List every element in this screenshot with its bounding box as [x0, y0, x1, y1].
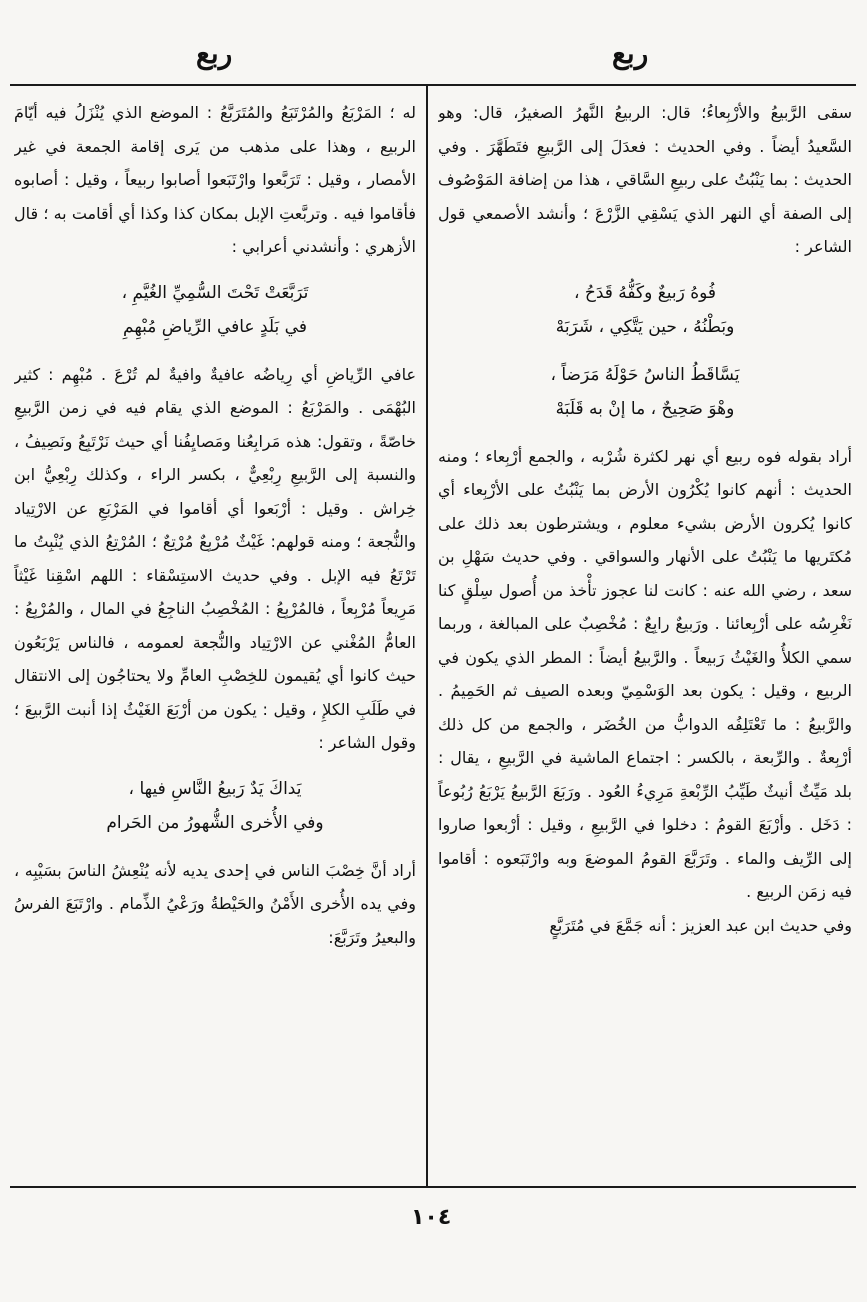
running-header-right: ربع	[612, 37, 649, 70]
verse-line: يَسَّاقَطُ الناسُ حَوْلَهُ مَرَضاً ،	[550, 364, 740, 385]
verse-line: وهْوَ صَحِيحٌ ، ما إنْ به قَلَبَهْ	[555, 398, 735, 419]
verse-line: تَرَبَّعَتْ تَحْتَ السُّمِيِّ الغُيَّمِ ،	[121, 282, 309, 303]
page-number: ١٠٤	[411, 1205, 452, 1230]
verse-line: في بَلَدٍ عافي الرِّياضِ مُبْهِمِ	[123, 316, 307, 337]
column-divider	[426, 86, 428, 1186]
paragraph: أراد بقوله فوه ربيع أي نهر لكثرة شُرْبه ، والجمع أرْبِعاء ؛ ومنه الحديث : أنهم كانوا يُكْرُون الأرض بما يَنْبُتُ على الأرْبِعاء أي كانوا يُكرون الأرض بشيء معلوم ، ويشترطون بعد ذلك على مُكتَريها ما يَنْبُتُ على الأنهار والسواقي . وفي حديث سَهْلِ بن سعد ، رضي الله عنه : كانت لنا عجوز تأْخذ من أُصول سِلْقٍ كنا نَغْرِسُه على أرْبِعائنا . ورَبيعٌ رابِعٌ : مُخْصِبٌ على المبالغة ، وربما سمي الكلأُ والغَيْثُ رَبيعاً . والرَّبيعُ أيضاً : المطر الذي يكون في الربيع ، وقيل : يكون بعد الوَسْمِيّ وبعده الصيف ثم الحَمِيمُ . والرَّبيعُ : ما تَعْتَلِفُه الدوابُّ من الخُضَر ، والجمع من كل ذلك أرْبِعةٌ . والرِّبعة ، بالكسر : اجتماع الماشية في الرَّبيعِ ، يقال : بلد مَيِّثٌ أنيثٌ طَيِّبُ الرِّبْعةِ مَرِيءُ العُود . ورَبَعَ الرَّبيعُ يَرْبَعُ رُبُوعاً : دَخَل . وأرْبَعَ القومُ : دخلوا في الرَّبيعِ ، وقيل : أرْبعوا صاروا إلى الرِّيف والماء . وتَرَبَّعَ القومُ الموضعَ وبه وارْتَبَعوه : أقاموا فيه زمَن الربيع .	[438, 446, 852, 901]
paragraph: سقى الرَّبيعُ والأرْبِعاءُ؛ قال: الربيعُ النَّهرُ الصغيرُ، قال: وهو السَّعيدُ أيضاً . وفي الحديث : فعدَلَ إلى الرَّبيعِ فتَطَهَّرَ . وفي الحديث : بما يَنْبُتُ على ربيعِ السَّاقي ، هذا من إضافة المَوْصُوف إلى الصفة أي النهر الذي يَسْقِي الزَّرْعَ ؛ وأنشد الأصمعي قول الشاعر :	[438, 103, 852, 256]
verse-block	[438, 276, 852, 344]
left-column	[14, 96, 416, 1181]
paragraph: عافي الرِّياضِ أي رِياضُه عافيةٌ وافيةٌ لم تُرْعَ . مُبْهِم : كثير البُهْمَى . والمَرْبَعُ : الموضع الذي يقام فيه في زمن الرَّبيعِ خاصّةً ، وتقول: هذه مَرابِعُنا ومَصايِفُنا أي حيث نَرْتَبِعُ ونَصِيفُ ، والنسبة إلى الرَّبيعِ رِبْعِيٌّ ، بكسر الراء ، وكذلك رِبْعِيُّ ابن خِراش . وقيل : أرْبَعوا أي أقاموا في المَرْبَعِ عن الارْتِياد والنُّجعة ؛ ومنه قولهم: غَيْثٌ مُرْبِعٌ مُرْتِعٌ ؛ المُرْتِعُ الذي يُنْبِتُ ما تَرْتَعُ فيه الإبل . وفي حديث الاستِسْقاء : اللهم اسْقِنا غَيْثاً مَرِيعاً مُرْبِعاً ، فالمُرْبِعُ : المُخْصِبُ الناجِعُ في المال ، والمُرْبِعُ : العامُّ المُغْني عن الارْتِياد والنُّجعة لعمومه ، فالناس يَرْبَعُون حيث كانوا أي يُقيمون للخِصْبِ العامِّ ولا يحتاجُون إلى الانتقال في طَلَبِ الكلإِ ، وقيل : يكون من أرْبَعَ الغَيْثُ إذا أنبت الرَّبيعَ ؛ وقول الشاعر :	[14, 364, 416, 752]
right-column	[438, 96, 852, 1181]
footer-rule	[10, 1186, 856, 1188]
verse-line: وبَطْنُهُ ، حين يَتَّكِي ، شَرَبَهْ	[555, 316, 735, 337]
paragraph: له ؛ المَرْبَعُ والمُرْتَبَعُ والمُتَرَبَّعُ : الموضع الذي يُنْزَلُ فيه أيّامَ الربيع ، وهذا على مذهب من يَرى إقامة الجمعة في غير الأمصار ، وقيل : تَرَبَّعوا وارْتَبَعوا أصابوا ربيعاً ، وقيل : أصابوه فأقاموا فيه . وتربَّعتِ الإبل بمكان كذا وكذا أي أقامت به ؛ قال الأزهري : وأنشدني أعرابي :	[14, 103, 416, 256]
verse-line: وفي الأُخرى الشُّهورُ من الحَرام	[106, 812, 324, 833]
verse-line: يَداكَ يَدٌ رَبيعُ النَّاسِ فيها ،	[128, 778, 302, 799]
verse-line: فُوهُ رَبيعٌ وكَفُّهُ قَدَحُ ،	[573, 282, 717, 303]
header-rule	[10, 84, 856, 86]
running-header-left: ربع	[196, 37, 233, 70]
paragraph: أراد أنَّ خِصْبَ الناس في إحدى يديه لأنه يُنْعِشُ الناسَ بسَيْبِه ، وفي يده الأُخرى الأَمْنُ والحَيْطةُ ورَعْيُ الذِّمام . وارْتَبَعَ الفرسُ والبعيرُ وتَرَبَّعَ:	[14, 860, 416, 947]
verse-block	[438, 358, 852, 426]
paragraph: وفي حديث ابن عبد العزيز : أنه جَمَّعَ في مُتَرَبَّعٍ	[549, 915, 852, 935]
verse-block	[14, 276, 416, 344]
verse-block	[14, 772, 416, 840]
